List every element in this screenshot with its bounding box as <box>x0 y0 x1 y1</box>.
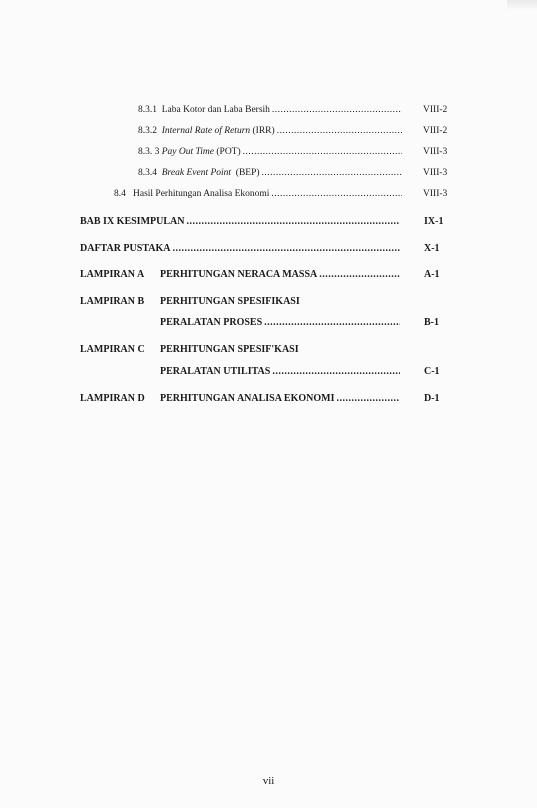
entry-title: PERHITUNGAN SPESIF'KASI <box>160 344 299 355</box>
entry-page: A-1 <box>424 269 440 280</box>
entry-number: 8.3.1 <box>138 105 157 115</box>
entry-page: B-1 <box>424 317 439 328</box>
leader-dots <box>262 168 402 178</box>
leader-dots <box>264 317 400 328</box>
entry-title: Laba Kotor dan Laba Bersih <box>161 105 270 115</box>
leader-dots <box>243 147 402 157</box>
entry-prefix: LAMPIRAN B <box>80 296 145 307</box>
entry-title: PERHITUNGAN ANALISA EKONOMI <box>160 393 335 404</box>
entry-title: (POT) <box>216 147 241 157</box>
leader-dots <box>277 126 402 136</box>
entry-title-line2: PERALATAN PROSES <box>160 317 263 328</box>
entry-page: VIII-2 <box>423 126 448 136</box>
entry-number: 8.3. 3 <box>138 147 160 157</box>
entry-number: 8.4 <box>114 189 126 199</box>
leader-dots <box>172 243 400 254</box>
leader-dots <box>272 366 400 377</box>
entry-title: PERHITUNGAN SPESIFIKASI <box>160 296 300 307</box>
entry-page: D-1 <box>424 393 440 404</box>
entry-prefix: LAMPIRAN C <box>80 344 145 355</box>
entry-prefix: LAMPIRAN D <box>80 393 145 404</box>
entry-title: (IRR) <box>252 126 275 136</box>
toc-entry-bab-ix[interactable] <box>80 216 402 227</box>
toc-entry-lampiran-a[interactable] <box>80 269 402 280</box>
toc-entry-lampiran-b-line2[interactable] <box>160 317 402 328</box>
entry-number: 8.3.4 <box>138 168 157 178</box>
toc-entry-lampiran-d[interactable] <box>80 393 402 404</box>
entry-page: VIII-3 <box>423 189 448 199</box>
entry-title-italic: Internal Rate of Return <box>161 126 251 136</box>
entry-prefix: LAMPIRAN A <box>80 269 145 280</box>
entry-page: VIII-3 <box>423 147 448 157</box>
entry-title-italic: Break Event Point <box>161 168 232 178</box>
entry-title: (BEP) <box>235 168 260 178</box>
page-number: vii <box>262 775 275 787</box>
toc-entry-8-3-4[interactable] <box>138 168 404 178</box>
toc-entry-8-4[interactable] <box>114 189 404 199</box>
entry-number: 8.3.2 <box>138 126 157 136</box>
leader-dots <box>336 393 400 404</box>
entry-page: IX-1 <box>424 216 444 227</box>
toc-entry-8-3-2[interactable] <box>138 126 404 136</box>
toc-entry-lampiran-c-line2[interactable] <box>160 366 402 377</box>
entry-title: DAFTAR PUSTAKA <box>80 243 171 254</box>
entry-page: VIII-3 <box>423 168 448 178</box>
toc-entry-8-3-3[interactable] <box>138 147 404 157</box>
leader-dots <box>319 269 400 280</box>
toc-entry-daftar-pustaka[interactable] <box>80 243 402 254</box>
entry-title: Hasil Perhitungan Analisa Ekonomi <box>133 189 270 199</box>
leader-dots <box>186 216 400 227</box>
entry-title: PERHITUNGAN NERACA MASSA <box>160 269 318 280</box>
entry-title: BAB IX KESIMPULAN <box>80 216 185 227</box>
entry-title-italic: Pay Out Time <box>161 147 214 157</box>
entry-page: C-1 <box>424 366 440 377</box>
toc-entry-lampiran-b[interactable] <box>80 296 402 307</box>
entry-page: X-1 <box>424 243 440 254</box>
toc-entry-lampiran-c[interactable] <box>80 344 402 355</box>
entry-title-line2: PERALATAN UTILITAS <box>160 366 271 377</box>
entry-page: VIII-2 <box>423 105 448 115</box>
toc-entry-8-3-1[interactable] <box>138 105 404 115</box>
leader-dots <box>271 189 402 199</box>
leader-dots <box>272 105 402 115</box>
